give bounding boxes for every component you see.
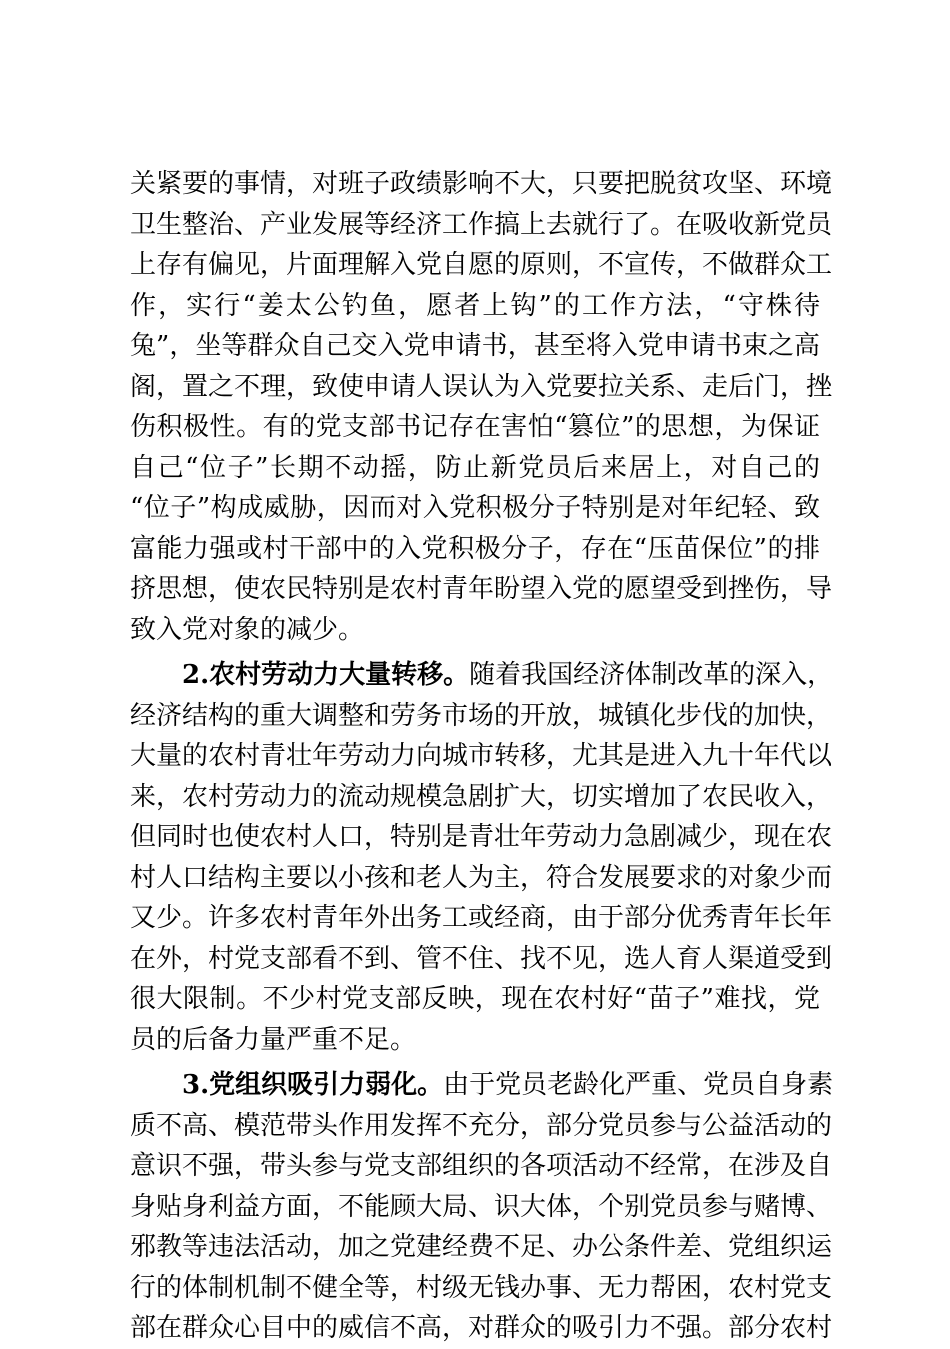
body-text xyxy=(130,164,834,1349)
text-line: 阁，置之不理，致使申请人误认为入党要拉关系、走后门，挫 xyxy=(130,371,833,402)
text-line: 但同时也使农村人口，特别是青壮年劳动力急剧减少，现在农 xyxy=(130,822,833,852)
text-line: 兔”，坐等群众自己交入党申请书，甚至将入党申请书束之高 xyxy=(130,331,820,361)
text-line: 挤思想，使农民特别是农村青年盼望入党的愿望受到挫伤，导 xyxy=(130,574,833,604)
text-line: 卫生整治、产业发展等经济工作搞上去就行了。在吸收新党员 xyxy=(130,209,833,240)
text-line: 质不高、模范带头作用发挥不充分，部分党员参与公益活动的 xyxy=(130,1110,833,1141)
text-line: 意识不强，带头参与党支部组织的各项活动不经常，在涉及自 xyxy=(130,1151,833,1181)
text-line: 邪教等违法活动，加之党建经费不足、办公条件差、党组织运 xyxy=(130,1232,833,1262)
text-line: 作，实行“姜太公钓鱼，愿者上钩”的工作方法，“守株待 xyxy=(130,290,820,321)
text-line: 在外，村党支部看不到、管不住、找不见，选人育人渠道受到 xyxy=(130,943,833,974)
text-line: “位子”构成威胁，因而对入党积极分子特别是对年纪轻、致 xyxy=(130,493,820,523)
text-line: 又少。许多农村青年外出务工或经商，由于部分优秀青年长年 xyxy=(130,903,833,933)
text-line: 员的后备力量严重不足。 xyxy=(130,1024,417,1055)
text-line: 大量的农村青壮年劳动力向城市转移，尤其是进入九十年代以 xyxy=(130,741,833,771)
text-line: 很大限制。不少村党支部反映，现在农村好“苗子”难找，党 xyxy=(130,984,820,1014)
text-line: 伤积极性。有的党支部书记存在害怕“篡位”的思想，为保证 xyxy=(130,412,820,442)
text-line: 关紧要的事情，对班子政绩影响不大，只要把脱贫攻坚、环境 xyxy=(130,169,833,199)
paragraph-labor-transfer xyxy=(130,655,834,1060)
text-line: 身贴身利益方面，不能顾大局、识大体，个别党员参与赌博、 xyxy=(130,1191,833,1222)
text-line: 致入党对象的减少。 xyxy=(130,614,365,645)
text-line: 自己“位子”长期不动摇，防止新党员后来居上，对自己的 xyxy=(130,452,820,483)
paragraph-party-attraction xyxy=(130,1065,834,1349)
text-line: 富能力强或村干部中的入党积极分子，存在“压苗保位”的排 xyxy=(130,533,820,564)
heading-following-text: 由于党员老龄化严重、党员自身素 xyxy=(443,1070,834,1100)
text-line: 村人口结构主要以小孩和老人为主，符合发展要求的对象少而 xyxy=(130,862,833,893)
heading-following-text: 随着我国经济体制改革的深入， xyxy=(469,660,834,690)
text-line: 上存有偏见，片面理解入党自愿的原则，不宣传，不做群众工 xyxy=(130,250,833,280)
text-line: 行的体制机制不健全等，村级无钱办事、无力帮困，农村党支 xyxy=(130,1272,833,1303)
text-line: 来，农村劳动力的流动规模急剧扩大，切实增加了农民收入， xyxy=(130,781,833,812)
section-heading: 3.党组织吸引力弱化。 xyxy=(182,1070,444,1100)
paragraph-continuation xyxy=(130,164,833,650)
section-heading: 2.农村劳动力大量转移。 xyxy=(182,660,470,690)
paragraph-first-line xyxy=(130,1065,834,1106)
paragraph-first-line xyxy=(130,655,834,696)
text-line: 经济结构的重大调整和劳务市场的开放，城镇化步伐的加快， xyxy=(130,700,833,731)
text-line: 部在群众心目中的威信不高，对群众的吸引力不强。部分农村 xyxy=(130,1313,833,1343)
